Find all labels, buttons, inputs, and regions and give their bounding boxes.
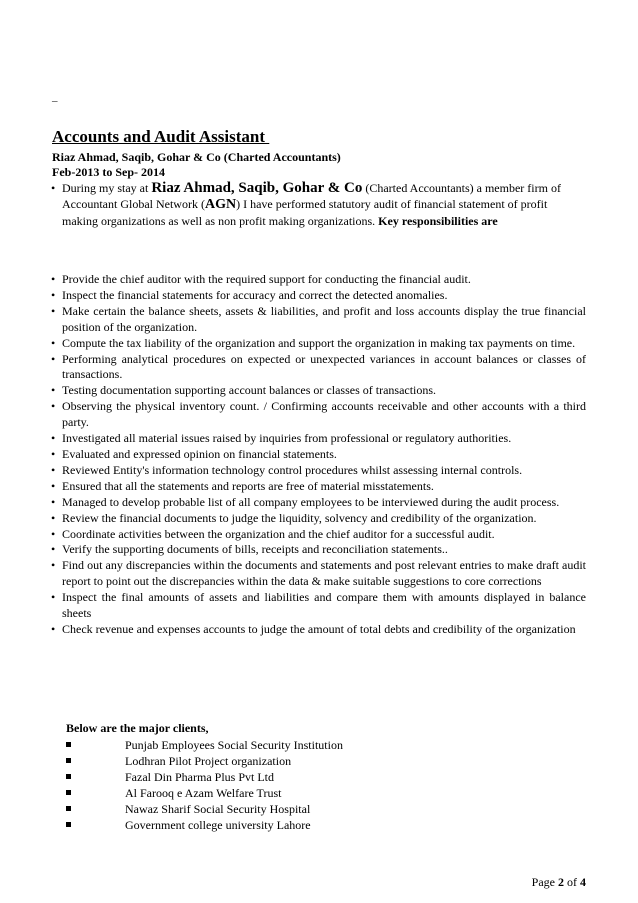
bullet-icon: •	[51, 590, 56, 605]
page-current: 2	[558, 875, 564, 889]
responsibility-text: Testing documentation supporting account balances or classes of transactions.	[62, 383, 437, 398]
responsibility-item	[52, 463, 586, 479]
responsibility-text: Check revenue and expenses accounts to judge the amount of total debts and credibility of the organization	[62, 621, 576, 636]
bullet-icon: •	[51, 494, 56, 509]
responsibility-item	[52, 622, 586, 638]
intro-mid: (Charted Accountants) a member firm of Accountant Global Network (	[62, 181, 561, 211]
responsibility-text: Managed to develop probable list of all company employees to be interviewed during the audit process.	[62, 494, 560, 509]
client-item	[66, 801, 343, 817]
bullet-icon: •	[51, 478, 56, 493]
responsibility-item	[52, 590, 586, 622]
intro-prefix: During my stay at	[62, 181, 152, 195]
square-bullet-icon	[66, 742, 71, 747]
responsibility-item	[52, 431, 586, 447]
intro-firm: Riaz Ahmad, Saqib, Gohar & Co	[151, 180, 363, 196]
square-bullet-icon	[66, 790, 71, 795]
bullet-icon: •	[51, 399, 56, 414]
responsibility-text: Provide the chief auditor with the required support for conducting the financial audit.	[62, 272, 471, 286]
client-item	[66, 753, 343, 769]
client-item	[66, 817, 343, 833]
bullet-icon: •	[51, 446, 56, 461]
responsibility-text: Ensured that all the statements and reports are free of material misstatements.	[62, 478, 434, 493]
responsibility-text: Make certain the balance sheets, assets & liabilities, and profit and loss accounts display the true financial position of the organization.	[62, 303, 586, 334]
intro-paragraph	[52, 180, 586, 229]
job-title: Accounts and Audit Assistant	[52, 127, 270, 146]
bullet-icon: •	[51, 621, 56, 636]
clients-heading: Below are the major clients,	[66, 721, 209, 735]
bullet-icon: •	[51, 303, 56, 318]
responsibility-item	[52, 511, 586, 527]
responsibility-item	[52, 495, 586, 511]
client-name: Al Farooq e Azam Welfare Trust	[125, 786, 282, 800]
bullet-icon: •	[51, 431, 56, 446]
responsibility-text: Find out any discrepancies within the documents and statements and post relevant entries to make draft audit report to point out the discrepancies within the data & make suitable suggestions to core corrections	[62, 558, 586, 589]
employer-line: Riaz Ahmad, Saqib, Gohar & Co (Charted Accountants)	[52, 150, 341, 164]
bullet-icon: •	[51, 383, 56, 398]
bullet-icon: •	[51, 462, 56, 477]
bullet-icon: •	[51, 287, 56, 302]
client-name: Fazal Din Pharma Plus Pvt Ltd	[125, 770, 274, 784]
employment-dates: Feb-2013 to Sep- 2014	[52, 165, 165, 179]
page-total: 4	[580, 875, 586, 889]
bullet-icon: •	[51, 335, 56, 350]
responsibility-text: Coordinate activities between the organization and the chief auditor for a successful audit.	[62, 526, 495, 541]
client-name: Nawaz Sharif Social Security Hospital	[125, 802, 311, 816]
responsibility-item	[52, 352, 586, 384]
responsibility-text: Compute the tax liability of the organization and support the organization in making tax payments on time.	[62, 335, 576, 350]
responsibility-item	[52, 288, 586, 304]
header-mark: _	[52, 91, 58, 103]
clients-list	[66, 737, 343, 833]
client-name: Government college university Lahore	[125, 818, 311, 832]
client-item	[66, 769, 343, 785]
responsibility-text: Review the financial documents to judge the liquidity, solvency and credibility of the organization.	[62, 510, 537, 525]
responsibility-item	[52, 336, 586, 352]
responsibility-item	[52, 447, 586, 463]
bullet-icon: •	[51, 526, 56, 541]
client-item	[66, 737, 343, 753]
responsibility-text: Performing analytical procedures on expected or unexpected variances in account balances or classes of transactions.	[62, 351, 586, 382]
page-footer	[532, 875, 586, 890]
page-word: Page	[531, 875, 558, 889]
responsibility-text: Inspect the final amounts of assets and liabilities and compare them with amounts displayed in balance sheets	[62, 590, 586, 621]
intro-suffix: ) I have performed statutory audit of financial statement of profit making organizations as well as non profit making organizations.	[62, 197, 548, 228]
responsibility-text: Reviewed Entity's information technology control procedures whilst assessing internal controls.	[62, 462, 523, 477]
responsibility-item	[52, 304, 586, 336]
responsibility-text: Observing the physical inventory count. / Confirming accounts receivable and other accounts with a third party.	[62, 399, 586, 430]
intro-agn: AGN	[204, 197, 237, 212]
client-name: Punjab Employees Social Security Institution	[125, 738, 343, 752]
responsibility-text: Inspect the financial statements for accuracy and correct the detected anomalies.	[62, 287, 448, 302]
responsibility-item	[52, 527, 586, 543]
responsibility-text: Verify the supporting documents of bills, receipts and reconciliation statements..	[62, 542, 448, 557]
responsibility-item	[52, 479, 586, 495]
bullet-icon: •	[51, 510, 56, 525]
bullet-icon: •	[51, 181, 56, 195]
responsibility-item	[52, 272, 586, 288]
bullet-icon: •	[51, 351, 56, 366]
responsibility-text: Evaluated and expressed opinion on financial statements.	[62, 446, 337, 461]
square-bullet-icon	[66, 806, 71, 811]
bullet-icon: •	[51, 272, 56, 286]
responsibility-item	[52, 399, 586, 431]
responsibility-item	[52, 542, 586, 558]
responsibility-text: Investigated all material issues raised by inquiries from professional or regulatory authorities.	[62, 431, 512, 446]
client-item	[66, 785, 343, 801]
responsibilities-list	[52, 272, 586, 638]
square-bullet-icon	[66, 774, 71, 779]
square-bullet-icon	[66, 822, 71, 827]
bullet-icon: •	[51, 542, 56, 557]
responsibility-item	[52, 383, 586, 399]
page-of-word: of	[564, 875, 580, 889]
bullet-icon: •	[51, 558, 56, 573]
square-bullet-icon	[66, 758, 71, 763]
intro-list	[52, 180, 586, 229]
responsibility-item	[52, 558, 586, 590]
intro-key-responsibilities: Key responsibilities are	[378, 214, 498, 228]
client-name: Lodhran Pilot Project organization	[125, 754, 292, 768]
